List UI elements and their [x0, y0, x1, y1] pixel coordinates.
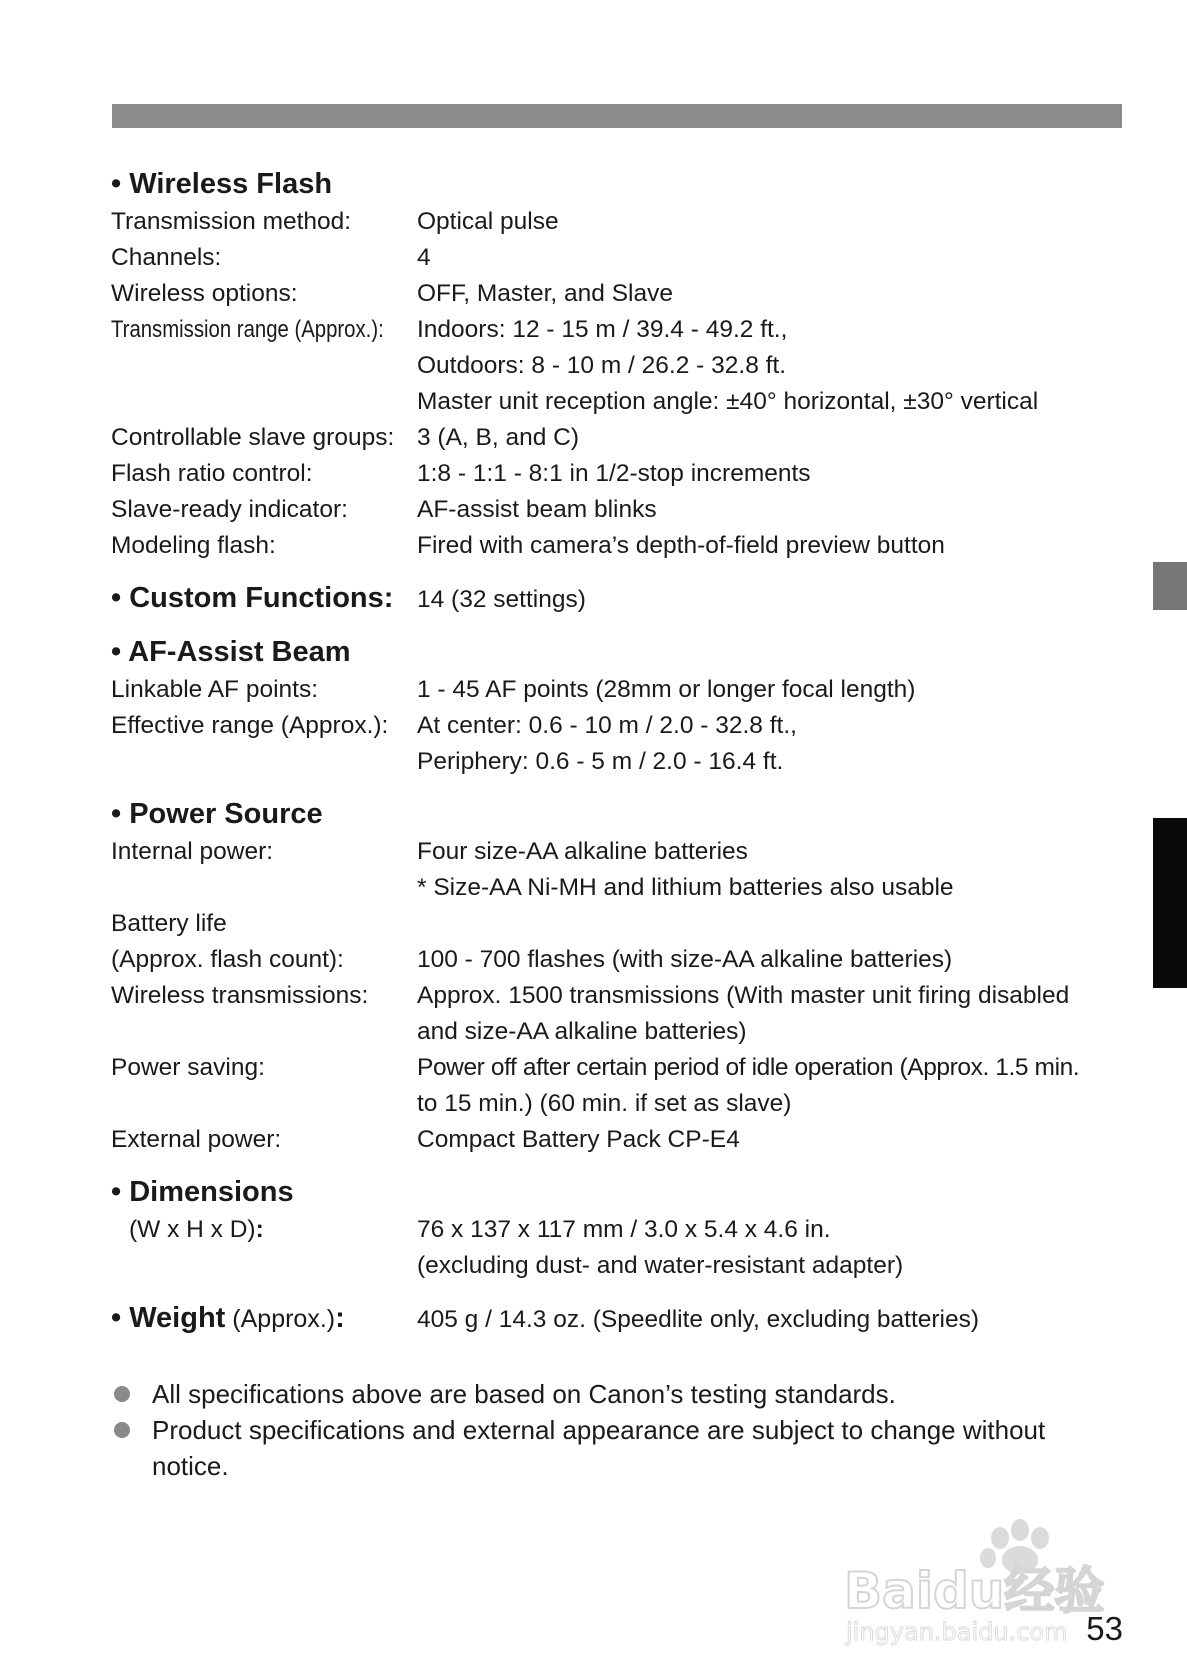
spec-row: [111, 672, 1131, 708]
spec-value: AF-assist beam blinks: [417, 496, 657, 523]
side-tab-black: [1153, 818, 1187, 988]
dimensions-label-colon: :: [255, 1216, 264, 1243]
spec-values: [417, 942, 1131, 978]
spec-values: [417, 1212, 1131, 1284]
section-wireless-flash: [111, 164, 1131, 564]
spec-row: [111, 240, 1131, 276]
side-tab-gray: [1153, 562, 1187, 610]
spec-value: Indoors: 12 - 15 m / 39.4 - 49.2 ft.,: [417, 316, 788, 343]
spec-label: (Approx. flash count):: [111, 946, 344, 973]
section-weight: [111, 1298, 1131, 1338]
note-item: [114, 1412, 1124, 1484]
spec-value: 14 (32 settings): [417, 586, 586, 613]
spec-label: Slave-ready indicator:: [111, 496, 348, 523]
spec-value: 1 - 45 AF points (28mm or longer focal length): [417, 676, 916, 703]
spec-row: [111, 204, 1131, 240]
section-heading: • AF-Assist Beam: [111, 636, 351, 668]
section-heading: • Power Source: [111, 798, 323, 830]
spec-value: 4: [417, 244, 431, 271]
watermark-url: jingyan.baidu.com: [846, 1618, 1068, 1646]
spec-label: Modeling flash:: [111, 532, 276, 559]
section-dimensions: [111, 1172, 1131, 1284]
section-heading: • Dimensions: [111, 1176, 294, 1208]
baidu-watermark: [840, 1508, 1120, 1648]
spec-value: Master unit reception angle: ±40° horizontal, ±30° vertical: [417, 388, 1039, 415]
spec-values: [417, 276, 1131, 312]
spec-label: Wireless options:: [111, 280, 298, 307]
spec-value: OFF, Master, and Slave: [417, 280, 673, 307]
header-bar: [112, 104, 1122, 128]
spec-row: [111, 456, 1131, 492]
spec-label: Controllable slave groups:: [111, 424, 395, 451]
section-power-source: [111, 794, 1131, 1158]
spec-row: [111, 528, 1131, 564]
spec-value: Outdoors: 8 - 10 m / 26.2 - 32.8 ft.: [417, 352, 787, 379]
spec-row: [111, 420, 1131, 456]
spec-value: 405 g / 14.3 oz. (Speedlite only, excluding batteries): [417, 1306, 980, 1333]
spec-row: [111, 834, 1131, 906]
spec-value: Compact Battery Pack CP-E4: [417, 1126, 740, 1153]
spec-label: Flash ratio control:: [111, 460, 313, 487]
spec-value: Optical pulse: [417, 208, 559, 235]
section-heading: • Custom Functions:: [111, 582, 394, 614]
spec-row: [111, 906, 1131, 942]
bullet-dot-icon: [114, 1422, 130, 1438]
spec-value: to 15 min.) (60 min. if set as slave): [417, 1090, 792, 1117]
note-text: Product specifications and external appearance are subject to change without notice.: [152, 1415, 1046, 1481]
spec-values: [417, 1050, 1131, 1122]
spec-label: Internal power:: [111, 838, 274, 865]
bullet-dot-icon: [114, 1386, 130, 1402]
spec-value: Approx. 1500 transmissions (With master unit firing disabled: [417, 982, 1070, 1009]
spec-values: [417, 312, 1131, 420]
section-heading: [111, 1298, 417, 1338]
spec-label: Transmission method:: [111, 208, 352, 235]
spec-values: [417, 528, 1131, 564]
spec-value: Four size-AA alkaline batteries: [417, 838, 748, 865]
baidu-paw-icon: [840, 1508, 1120, 1648]
spec-label: [111, 1212, 417, 1284]
spec-label: External power:: [111, 1126, 282, 1153]
note-item: [114, 1376, 1124, 1412]
spec-values: [417, 420, 1131, 456]
spec-values: [417, 240, 1131, 276]
weight-heading-text: • Weight: [111, 1302, 226, 1334]
spec-value: 100 - 700 flashes (with size-AA alkaline batteries): [417, 946, 953, 973]
section-heading: • Wireless Flash: [111, 168, 333, 200]
spec-label: Channels:: [111, 244, 222, 271]
weight-heading-colon: :: [335, 1302, 345, 1334]
spec-label: Power saving:: [111, 1054, 265, 1081]
section-custom-functions: [111, 578, 1131, 618]
watermark-brand: Baidu经验: [844, 1562, 1105, 1620]
spec-value: Power off after certain period of idle operation (Approx. 1.5 min.: [417, 1054, 1080, 1081]
dimensions-label-text: (W x H x D): [129, 1216, 256, 1243]
spec-label: Transmission range (Approx.):: [111, 316, 384, 343]
spec-value: 3 (A, B, and C): [417, 424, 580, 451]
spec-values: [417, 204, 1131, 240]
spec-values: [417, 672, 1131, 708]
spec-row: [111, 312, 1131, 420]
spec-values: [417, 456, 1131, 492]
spec-values: [417, 834, 1131, 906]
spec-value: Periphery: 0.6 - 5 m / 2.0 - 16.4 ft.: [417, 748, 784, 775]
spec-label: Linkable AF points:: [111, 676, 319, 703]
spec-values: [417, 1122, 1131, 1158]
spec-value: Fired with camera’s depth-of-field preview button: [417, 532, 945, 559]
weight-heading-approx: (Approx.): [225, 1305, 336, 1333]
spec-row: [111, 492, 1131, 528]
section-af-assist-beam: [111, 632, 1131, 780]
spec-row: [111, 1212, 1131, 1284]
spec-value: * Size-AA Ni-MH and lithium batteries also usable: [417, 874, 954, 901]
spec-row: [111, 708, 1131, 780]
spec-row: [111, 942, 1131, 978]
spec-row: [111, 978, 1131, 1050]
spec-label: Wireless transmissions:: [111, 982, 369, 1009]
spec-label: Battery life: [111, 910, 227, 937]
page-number: 53: [1086, 1610, 1123, 1647]
spec-row: [111, 276, 1131, 312]
spec-values: [417, 708, 1131, 780]
spec-row: [111, 1050, 1131, 1122]
spec-value: and size-AA alkaline batteries): [417, 1018, 747, 1045]
spec-value: 76 x 137 x 117 mm / 3.0 x 5.4 x 4.6 in.: [417, 1216, 831, 1243]
note-text: All specifications above are based on Canon’s testing standards.: [152, 1379, 896, 1409]
spec-label: Effective range (Approx.):: [111, 712, 389, 739]
spec-values: [417, 492, 1131, 528]
spec-value: At center: 0.6 - 10 m / 2.0 - 32.8 ft.,: [417, 712, 797, 739]
spec-values: [417, 978, 1131, 1050]
notes-list: [114, 1376, 1124, 1484]
spec-content: [111, 164, 1131, 1352]
spec-value: 1:8 - 1:1 - 8:1 in 1/2-stop increments: [417, 460, 811, 487]
spec-value: (excluding dust- and water-resistant adapter): [417, 1252, 904, 1279]
spec-row: [111, 1122, 1131, 1158]
spec-values: [417, 906, 1131, 942]
